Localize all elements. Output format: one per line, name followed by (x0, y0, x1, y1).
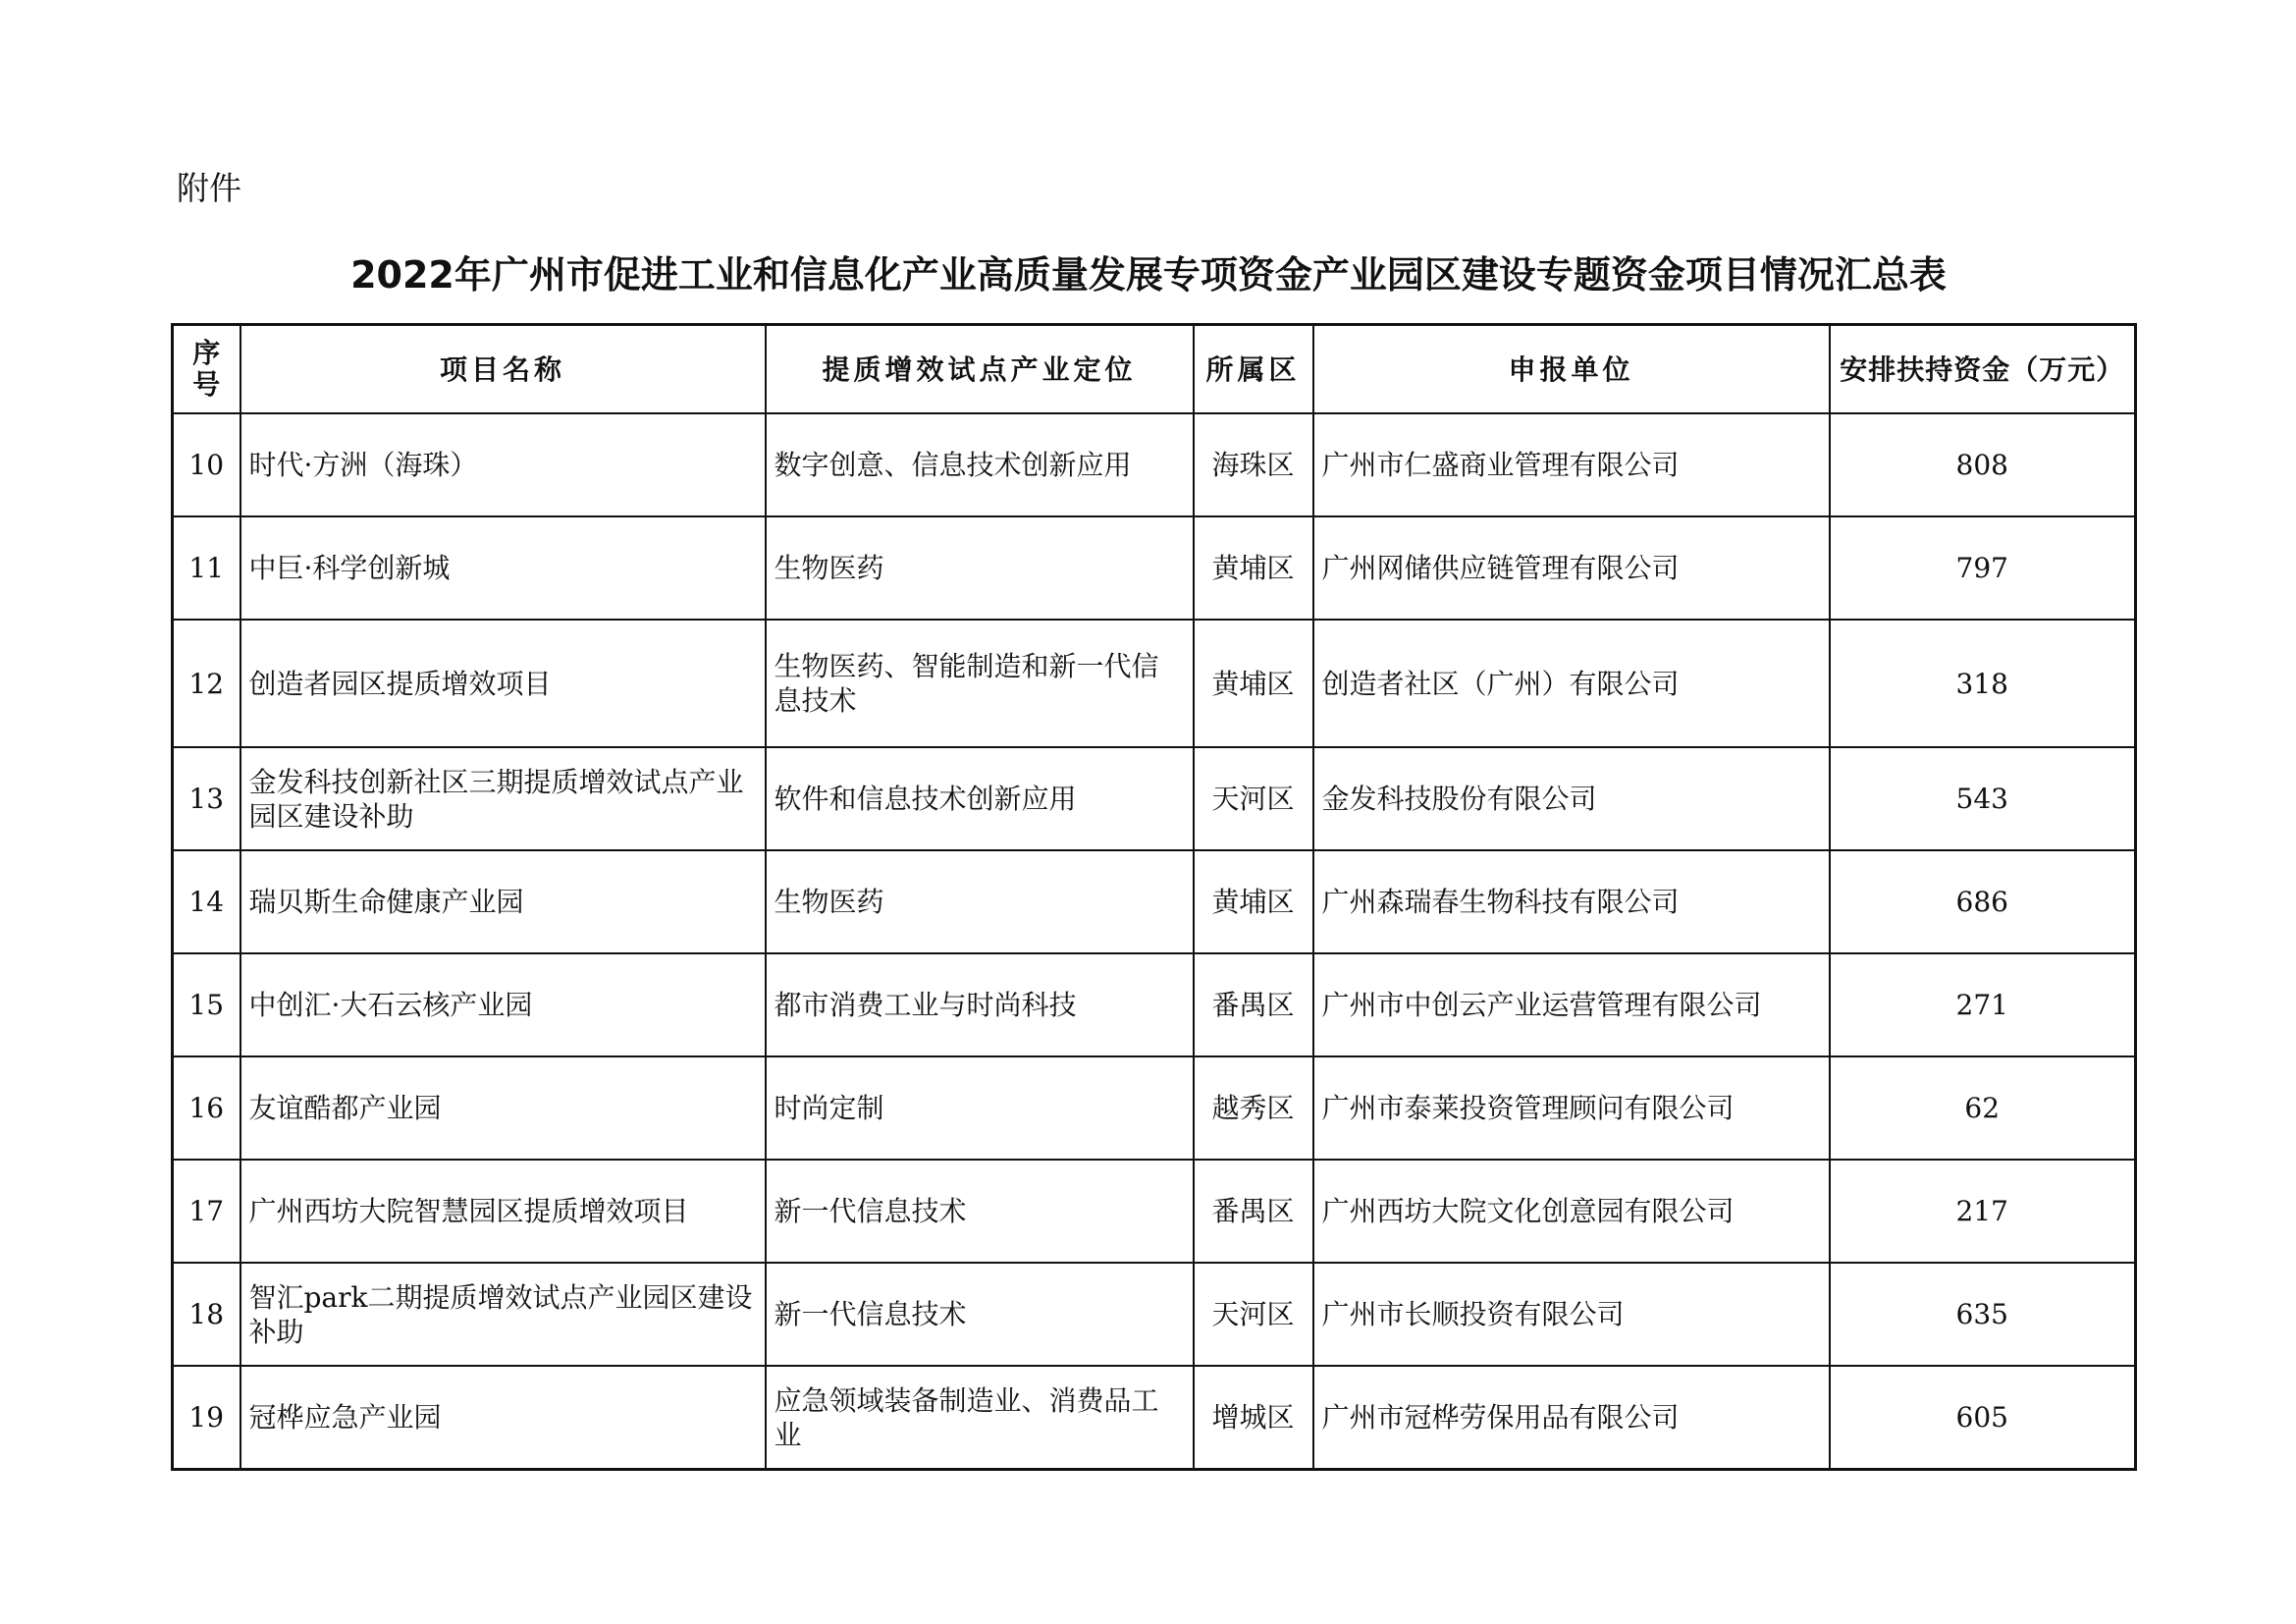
cell-district: 黄埔区 (1194, 620, 1313, 747)
header-district: 所属区 (1194, 325, 1313, 414)
cell-positioning: 都市消费工业与时尚科技 (766, 953, 1194, 1056)
cell-applicant: 广州市长顺投资有限公司 (1313, 1263, 1830, 1366)
header-applicant: 申报单位 (1313, 325, 1830, 414)
cell-project-name: 中创汇·大石云核产业园 (240, 953, 766, 1056)
table-row (173, 1366, 2136, 1470)
cell-seq: 18 (173, 1263, 240, 1366)
cell-district: 越秀区 (1194, 1056, 1313, 1160)
header-seq-line2: 号 (192, 368, 221, 401)
table-row (173, 1056, 2136, 1160)
cell-positioning: 时尚定制 (766, 1056, 1194, 1160)
table-row (173, 747, 2136, 850)
cell-positioning: 生物医药、智能制造和新一代信息技术 (766, 620, 1194, 747)
cell-seq: 14 (173, 850, 240, 953)
header-project-name: 项目名称 (240, 325, 766, 414)
table-row (173, 1160, 2136, 1263)
cell-project-name: 冠桦应急产业园 (240, 1366, 766, 1470)
cell-funding: 271 (1830, 953, 2136, 1056)
table-row (173, 516, 2136, 620)
cell-positioning: 生物医药 (766, 850, 1194, 953)
cell-funding: 318 (1830, 620, 2136, 747)
cell-project-name: 友谊酷都产业园 (240, 1056, 766, 1160)
table-row (173, 953, 2136, 1056)
cell-positioning: 生物医药 (766, 516, 1194, 620)
cell-district: 天河区 (1194, 747, 1313, 850)
table-row (173, 1263, 2136, 1366)
cell-funding: 686 (1830, 850, 2136, 953)
cell-district: 天河区 (1194, 1263, 1313, 1366)
cell-applicant: 广州市仁盛商业管理有限公司 (1313, 413, 1830, 516)
header-positioning: 提质增效试点产业定位 (766, 325, 1194, 414)
cell-district: 黄埔区 (1194, 850, 1313, 953)
cell-project-name: 创造者园区提质增效项目 (240, 620, 766, 747)
cell-positioning: 软件和信息技术创新应用 (766, 747, 1194, 850)
cell-project-name: 智汇park二期提质增效试点产业园区建设补助 (240, 1263, 766, 1366)
cell-applicant: 金发科技股份有限公司 (1313, 747, 1830, 850)
cell-seq: 17 (173, 1160, 240, 1263)
attachment-label: 附件 (177, 169, 241, 207)
cell-seq: 12 (173, 620, 240, 747)
cell-district: 黄埔区 (1194, 516, 1313, 620)
cell-applicant: 广州网储供应链管理有限公司 (1313, 516, 1830, 620)
cell-applicant: 广州市冠桦劳保用品有限公司 (1313, 1366, 1830, 1470)
cell-positioning: 应急领域装备制造业、消费品工业 (766, 1366, 1194, 1470)
cell-funding: 217 (1830, 1160, 2136, 1263)
cell-applicant: 广州市泰莱投资管理顾问有限公司 (1313, 1056, 1830, 1160)
cell-district: 番禺区 (1194, 1160, 1313, 1263)
cell-funding: 605 (1830, 1366, 2136, 1470)
cell-seq: 11 (173, 516, 240, 620)
cell-applicant: 广州市中创云产业运营管理有限公司 (1313, 953, 1830, 1056)
cell-seq: 10 (173, 413, 240, 516)
cell-funding: 62 (1830, 1056, 2136, 1160)
cell-seq: 16 (173, 1056, 240, 1160)
cell-project-name: 金发科技创新社区三期提质增效试点产业园区建设补助 (240, 747, 766, 850)
table-row (173, 620, 2136, 747)
cell-project-name: 时代·方洲（海珠） (240, 413, 766, 516)
table-header-row (173, 325, 2136, 414)
header-seq-line1: 序 (192, 337, 221, 369)
cell-positioning: 数字创意、信息技术创新应用 (766, 413, 1194, 516)
cell-district: 海珠区 (1194, 413, 1313, 516)
document-title: 2022年广州市促进工业和信息化产业高质量发展专项资金产业园区建设专题资金项目情况汇总表 (350, 253, 1947, 297)
cell-project-name: 瑞贝斯生命健康产业园 (240, 850, 766, 953)
cell-funding: 543 (1830, 747, 2136, 850)
table-row (173, 850, 2136, 953)
header-seq (173, 325, 240, 414)
cell-applicant: 广州西坊大院文化创意园有限公司 (1313, 1160, 1830, 1263)
cell-district: 番禺区 (1194, 953, 1313, 1056)
cell-seq: 19 (173, 1366, 240, 1470)
header-funding: 安排扶持资金（万元） (1830, 325, 2136, 414)
cell-funding: 797 (1830, 516, 2136, 620)
cell-project-name: 广州西坊大院智慧园区提质增效项目 (240, 1160, 766, 1263)
cell-applicant: 广州森瑞春生物科技有限公司 (1313, 850, 1830, 953)
cell-funding: 635 (1830, 1263, 2136, 1366)
project-summary-table (171, 323, 2137, 1471)
cell-funding: 808 (1830, 413, 2136, 516)
cell-district: 增城区 (1194, 1366, 1313, 1470)
table-row (173, 413, 2136, 516)
cell-seq: 15 (173, 953, 240, 1056)
cell-applicant: 创造者社区（广州）有限公司 (1313, 620, 1830, 747)
cell-seq: 13 (173, 747, 240, 850)
cell-positioning: 新一代信息技术 (766, 1160, 1194, 1263)
cell-project-name: 中巨·科学创新城 (240, 516, 766, 620)
cell-positioning: 新一代信息技术 (766, 1263, 1194, 1366)
